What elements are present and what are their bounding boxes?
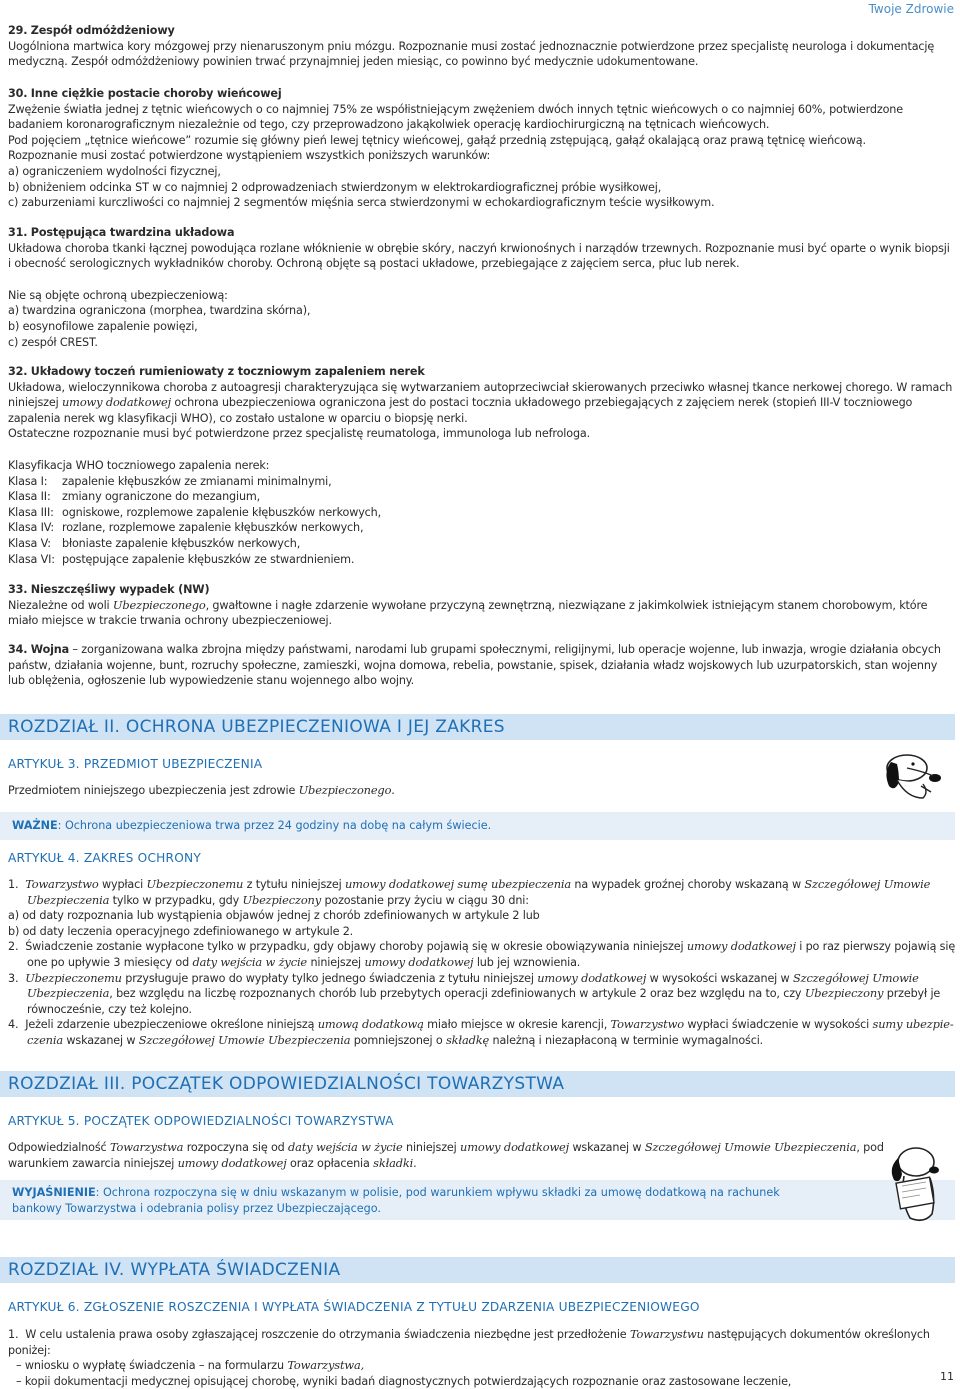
- snoopy-illustration: [877, 742, 949, 804]
- list-item: c) zaburzeniami kurczliwości co najmniej 2 segmentów mięśnia serca stwierdzonymi w echokardiograficznym teście wysiłkowym.: [8, 196, 715, 210]
- section-number: 32.: [8, 365, 28, 378]
- paragraph: Układowa choroba tkanki łącznej powodująca rozlane włóknienie w obrębie skóry, naczyń krwionośnych i narządów trzewnych. Rozpoznanie musi być oparte o wynik biopsji i obecność serologicznych wykładników choroby. Ochroną objęte są postaci układowe, przebiegające z zajęciem serca, płuc lub nerek.: [8, 241, 950, 271]
- article-4-list: [8, 877, 956, 1049]
- section-number: 33.: [8, 583, 28, 596]
- article-6-heading: ARTYKUŁ 6. ZGŁOSZENIE ROSZCZENIA I WYPŁATA ŚWIADCZENIA Z TYTUŁU ZDARZENIA UBEZPIECZENIOWEGO: [8, 1300, 700, 1314]
- explanation-note: [0, 1180, 955, 1220]
- section-33: [8, 582, 956, 629]
- list-item: Klasa II: zmiany ograniczone do mezangium,: [8, 490, 261, 504]
- note-label: WAŻNE: [12, 819, 58, 832]
- list-item-cont: one po upływie 3 miesięcy od daty wejścia w życie niniejszej umowy dodatkowej lub jej wznowienia.: [27, 954, 581, 969]
- list-item: 3. Ubezpieczonemu przysługuje prawo do wypłaty tylko jednego świadczenia z tytułu niniejszej umowy dodatkowej w wysokości wskazanej w Szczegółowej Umowie: [8, 970, 919, 985]
- note-text: : Ochrona ubezpieczeniowa trwa przez 24 godziny na dobę na całym świecie.: [57, 819, 492, 832]
- section-title: Wojna: [30, 643, 70, 656]
- section-29: [8, 23, 956, 70]
- chapter-2-heading: ROZDZIAŁ II. OCHRONA UBEZPIECZENIOWA I JEJ ZAKRES: [0, 714, 955, 740]
- section-title: Inne ciężkie postacie choroby wieńcowej: [30, 87, 282, 100]
- list-item: b) eosynofilowe zapalenie powięzi,: [8, 319, 198, 333]
- paragraph: Klasyfikacja WHO toczniowego zapalenia nerek:: [8, 458, 270, 472]
- section-number: 31.: [8, 226, 28, 239]
- list-item: Klasa IV: rozlane, rozplemowe zapalenie kłębuszków nerkowych,: [8, 521, 364, 535]
- chapter-3-heading: ROZDZIAŁ III. POCZĄTEK ODPOWIEDZIALNOŚCI TOWARZYSTWA: [0, 1071, 955, 1097]
- section-title: Nieszczęśliwy wypadek (NW): [30, 583, 210, 596]
- list-item: 4. Jeżeli zdarzenie ubezpieczeniowe określone niniejszą umową dodatkową miało miejsce w okresie karencji, Towarzystwo wypłaci świadczenie w wysokości sumy ubezpie-: [8, 1017, 954, 1032]
- paragraph: Niezależne od woli Ubezpieczonego, gwałtowne i nagłe zdarzenie wywołane przyczyną zewnętrzną, niezwiązane z jakimkolwiek istniejącym stanem chorobowym, które miało miejsce w trakcie trwania ochrony ubezpieczeniowej.: [8, 597, 928, 628]
- who-class-list: [8, 474, 956, 568]
- paragraph: Rozpoznanie musi zostać potwierdzone wystąpieniem wszystkich poniższych warunków:: [8, 149, 491, 163]
- list-item: – wniosku o wypłatę świadczenia – na formularzu Towarzystwa,: [16, 1358, 365, 1373]
- list-item: b) obniżeniem odcinka ST w co najmniej 2 odprowadzeniach stwierdzonym w elektrokardiograficznej próbie wysiłkowej,: [8, 180, 662, 194]
- paragraph: Ostateczne rozpoznanie musi być potwierdzone przez specjalistę reumatologa, immunologa lub nefrologa.: [8, 427, 591, 441]
- list-item: 1. Towarzystwo wypłaci Ubezpieczonemu z tytułu niniejszej umowy dodatkowej sumę ubezpieczenia na wypadek groźnej choroby wskazaną w Szczegółowej Umowie: [8, 877, 931, 891]
- article-3-heading: ARTYKUŁ 3. PRZEDMIOT UBEZPIECZENIA: [8, 757, 263, 771]
- note-label: WYJAŚNIENIE: [12, 1186, 96, 1199]
- list-item: c) zespół CREST.: [8, 335, 98, 349]
- section-number: 30.: [8, 87, 28, 100]
- list-item-cont: równocześnie, czy też kolejno.: [27, 1002, 192, 1016]
- list-item: b) od daty leczenia operacyjnego zdefiniowanego w artykule 2.: [8, 924, 354, 938]
- list-item: a) od daty rozpoznania lub wystąpienia objawów jednej z chorób zdefiniowanych w artykule 2 lub: [8, 909, 540, 923]
- list-item: a) ograniczeniem wydolności fizycznej,: [8, 164, 221, 178]
- section-title: Zespół odmóżdżeniowy: [30, 24, 175, 37]
- list-item: Klasa V: błoniaste zapalenie kłębuszków nerkowych,: [8, 536, 301, 550]
- article-6-list: [8, 1327, 956, 1389]
- paragraph: Układowa, wieloczynnikowa choroba z autoagresji charakteryzująca się wytwarzaniem autoprzeciwciał skierowanych przeciwko własnej tkance nerkowej chorego. W ramach niniejszej umowy dodatkowej ochrona ubezpieczeniowa ograniczona jest do postaci tocznia układowego przebiegających z zajęciem nerek (stopień III-V toczniowego zapalenia nerek wg klasyfikacji WHO), co zostało ustalone w oparciu o biopsję nerki.: [8, 380, 953, 425]
- article-5-text: Odpowiedzialność Towarzystwa rozpoczyna się od daty wejścia w życie niniejszej umowy dodatkowej wskazanej w Szczegółowej Umowie Ubezpieczenia, pod warunkiem zawarcia niniejszej umowy dodatkowej oraz opłacenia składki.: [8, 1140, 884, 1170]
- list-item: Klasa I: zapalenie kłębuszków ze zmianami minimalnymi,: [8, 474, 332, 488]
- section-32: [8, 364, 956, 567]
- list-item-cont: Ubezpieczenia tylko w przypadku, gdy Ubezpieczony pozostanie przy życiu w ciągu 30 dni:: [27, 892, 529, 907]
- section-30: [8, 86, 956, 211]
- list-item: 1. W celu ustalenia prawa osoby zgłaszającej roszczenie do otrzymania świadczenia niezbędne jest przedłożenie Towarzystwu następujących dokumentów określonych poniżej:: [8, 1327, 930, 1357]
- section-title: Postępująca twardzina układowa: [30, 226, 235, 239]
- list-item: – kopii dokumentacji medycznej opisującej chorobę, wyniki badań diagnostycznych potwierdzających rozpoznanie oraz zastosowane leczenie,: [16, 1374, 792, 1388]
- article-4-heading: ARTYKUŁ 4. ZAKRES OCHRONY: [8, 851, 201, 865]
- section-number: 34.: [8, 643, 28, 656]
- page-number: 11: [940, 1370, 954, 1383]
- list-item: 2. Świadczenie zostanie wypłacone tylko w przypadku, gdy objawy choroby pojawią się w okresie obowiązywania niniejszej umowy dodatkowej i po raz pierwszy pojawią się: [8, 939, 956, 954]
- chapter-4-heading: ROZDZIAŁ IV. WYPŁATA ŚWIADCZENIA: [0, 1257, 955, 1283]
- brand-header: Twoje Zdrowie: [868, 2, 954, 16]
- paragraph: – zorganizowana walka zbrojna między państwami, narodami lub grupami społecznymi, religijnymi, lub operacje wojenne, lub inwazja, wrogie działania obcych państw, działania wojenne, bunt, rozruchy społeczne, zamieszki, wojna domowa, rebelia, powstanie, spisek, działania władz wojskowych lub uzurpatorskich, stan wojenny lub oblężenia, ogłoszenie lub wypowiedzenie stanu wojennego albo wojny.: [8, 643, 941, 688]
- section-title: Układowy: [30, 365, 92, 378]
- snoopy-reading-illustration: [880, 1140, 954, 1226]
- list-item: Klasa VI: postępujące zapalenie kłębuszków ze stwardnieniem.: [8, 552, 355, 566]
- article-3-text: Przedmiotem niniejszego ubezpieczenia jest zdrowie Ubezpieczonego.: [8, 783, 395, 797]
- important-note: [0, 812, 955, 840]
- list-item-cont: czenia wskazanej w Szczegółowej Umowie Ubezpieczenia pomniejszonej o składkę należną i niezapłaconą w terminie wymagalności.: [27, 1032, 764, 1047]
- section-34: [8, 642, 956, 689]
- paragraph: Pod pojęciem „tętnice wieńcowe” rozumie się główny pień lewej tętnicy wieńcowej, gałąź przednią zstępującą, gałąź okalającą oraz prawą tętnicę wieńcową.: [8, 133, 866, 147]
- section-31: [8, 225, 956, 350]
- section-text: Uogólniona martwica kory mózgowej przy nienaruszonym pniu mózgu. Rozpoznanie musi zostać jednoznacznie potwierdzone przez specjalistę neurologa i dokumentację medyczną. Zespół odmóżdżeniowy powinien trwać przynajmniej jeden miesiąc, co powinno być medycznie udokumentowane.: [8, 39, 935, 69]
- list-item: a) twardzina ograniczona (morphea, twardzina skórna),: [8, 304, 311, 318]
- section-number: 29.: [8, 24, 28, 37]
- list-item-cont: Ubezpieczenia, bez względu na liczbę rozpoznanych chorób lub przebytych operacji zdefiniowanych w artykule 2 oraz bez względu na to, czy Ubezpieczony przebył je: [27, 986, 941, 1001]
- article-5-heading: ARTYKUŁ 5. POCZĄTEK ODPOWIEDZIALNOŚCI TOWARZYSTWA: [8, 1114, 394, 1128]
- note-text: : Ochrona rozpoczyna się w dniu wskazanym w polisie, pod warunkiem wpływu składki za umowę dodatkową na rachunek bankowy Towarzystwa i odebrania polisy przez Ubezpieczającego.: [12, 1186, 780, 1215]
- paragraph: Nie są objęte ochroną ubezpieczeniową:: [8, 288, 228, 302]
- list-item: Klasa III: ogniskowe, rozplemowe zapalenie kłębuszków nerkowych,: [8, 505, 382, 519]
- section-title-rest: toczeń rumieniowaty z toczniowym zapaleniem nerek: [94, 365, 425, 378]
- paragraph: Zwężenie światła jednej z tętnic wieńcowych o co najmniej 75% ze współistniejącym zwężeniem dwóch innych tętnic wieńcowych o co najmniej 60%, potwierdzone badaniem koronarograficznym niezależnie od tego, czy przeprowadzono jakąkolwiek operację kardiochirurgiczną na tętnicach wieńcowych.: [8, 102, 903, 132]
